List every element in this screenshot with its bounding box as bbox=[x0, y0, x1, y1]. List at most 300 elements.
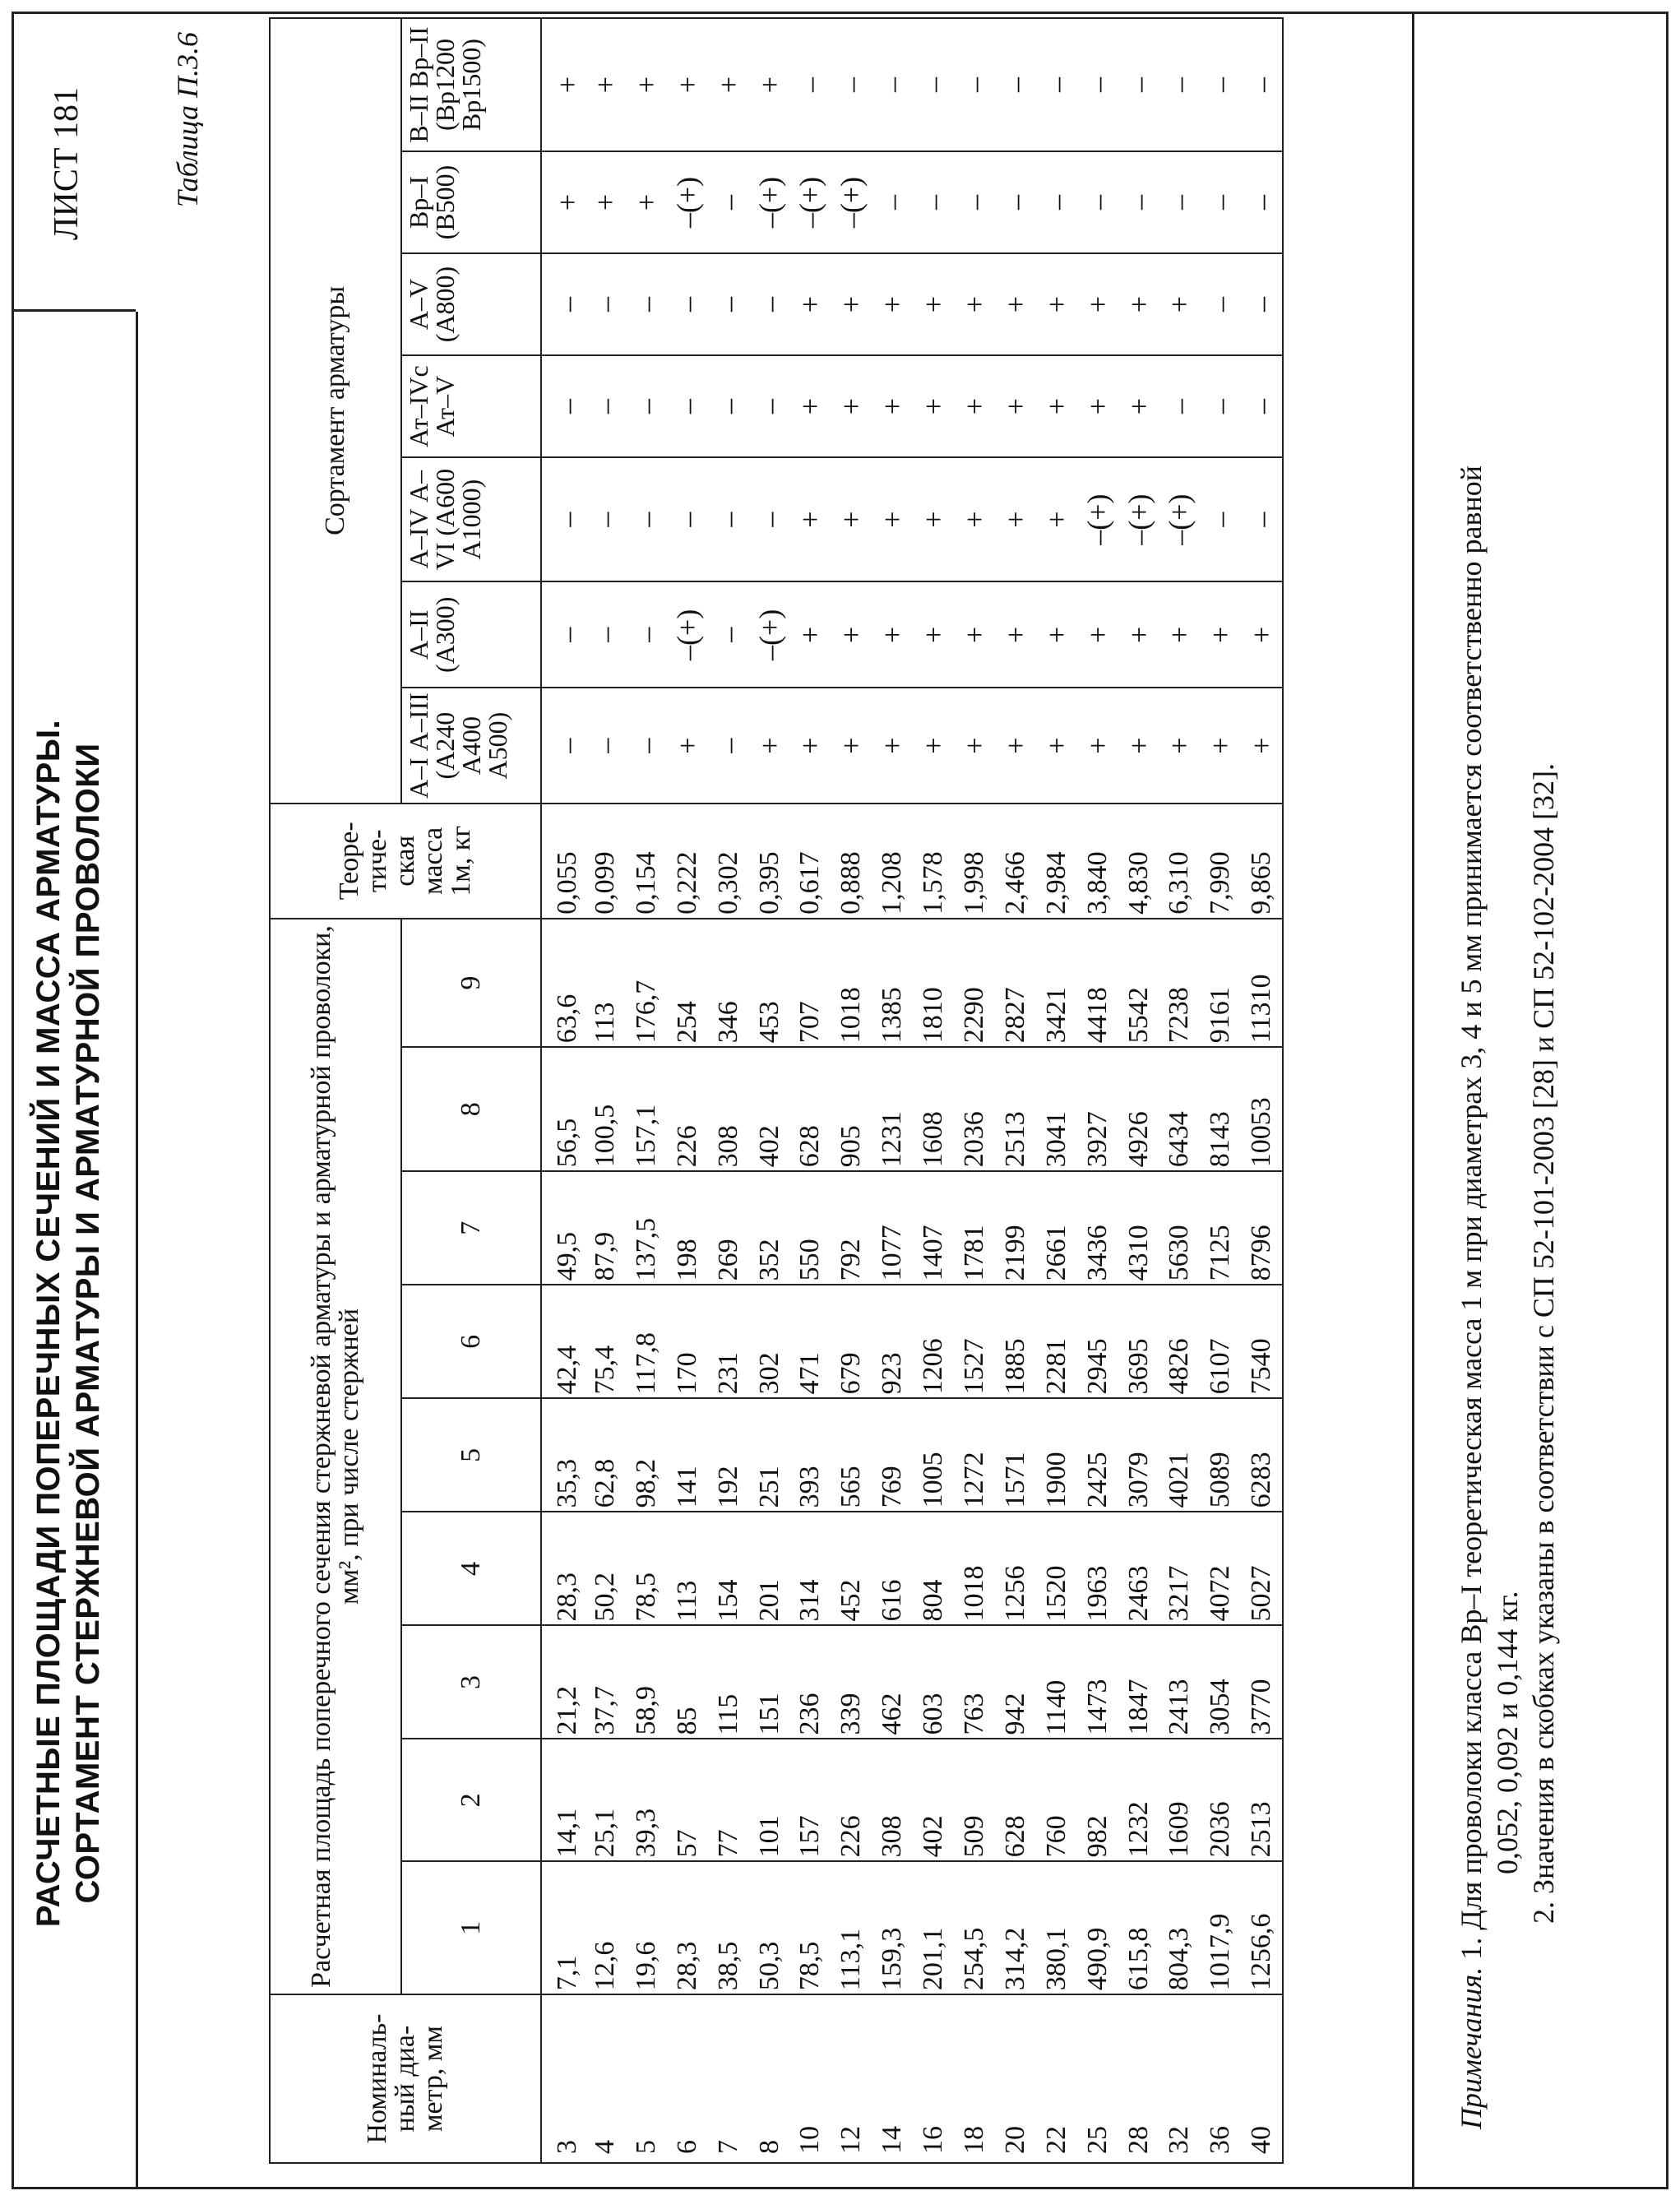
mass-cell: 2,984 bbox=[1036, 804, 1077, 919]
area-cell: 8143 bbox=[1200, 1047, 1241, 1171]
area-cell: 6107 bbox=[1200, 1285, 1241, 1398]
assortment-cell: – bbox=[1118, 151, 1159, 253]
assortment-cell: + bbox=[789, 355, 831, 457]
mass-cell: 0,395 bbox=[749, 804, 790, 919]
area-cell: 254 bbox=[667, 919, 708, 1047]
diameter-cell: 28 bbox=[1118, 1994, 1159, 2163]
assortment-cell: + bbox=[954, 581, 995, 688]
area-cell: 113 bbox=[667, 1512, 708, 1625]
area-cell: 141 bbox=[667, 1398, 708, 1512]
diameter-cell: 8 bbox=[749, 1994, 790, 2163]
table-row bbox=[1241, 18, 1283, 2163]
area-cell: 25,1 bbox=[585, 1739, 626, 1862]
area-cell: 804,3 bbox=[1159, 1861, 1200, 1994]
mass-cell: 1,578 bbox=[913, 804, 954, 919]
assortment-cell: – bbox=[626, 355, 667, 457]
assortment-cell: + bbox=[872, 355, 913, 457]
header-class-3: Ат–IVс Ат–V bbox=[401, 355, 541, 457]
area-cell: 100,5 bbox=[585, 1047, 626, 1171]
area-cell: 462 bbox=[872, 1625, 913, 1739]
diameter-cell: 14 bbox=[872, 1994, 913, 2163]
area-cell: 42,4 bbox=[541, 1285, 585, 1398]
area-cell: 21,2 bbox=[541, 1625, 585, 1739]
area-cell: 1847 bbox=[1118, 1625, 1159, 1739]
assortment-cell: + bbox=[1036, 355, 1077, 457]
assortment-cell: – bbox=[626, 581, 667, 688]
area-cell: 192 bbox=[708, 1398, 749, 1512]
table-row bbox=[749, 18, 790, 2163]
area-cell: 113,1 bbox=[831, 1861, 872, 1994]
assortment-cell: + bbox=[1200, 688, 1241, 804]
assortment-cell: –(+) bbox=[1118, 457, 1159, 581]
sheet-label-divider bbox=[14, 309, 136, 312]
area-cell: 1527 bbox=[954, 1285, 995, 1398]
table-row bbox=[667, 18, 708, 2163]
area-cell: 1018 bbox=[831, 919, 872, 1047]
assortment-cell: – bbox=[789, 18, 831, 151]
area-cell: 2413 bbox=[1159, 1625, 1200, 1739]
assortment-cell: + bbox=[831, 581, 872, 688]
assortment-cell: + bbox=[789, 581, 831, 688]
diameter-cell: 32 bbox=[1159, 1994, 1200, 2163]
area-cell: 763 bbox=[954, 1625, 995, 1739]
area-cell: 707 bbox=[789, 919, 831, 1047]
assortment-cell: – bbox=[1241, 151, 1283, 253]
area-cell: 1520 bbox=[1036, 1512, 1077, 1625]
assortment-cell: + bbox=[954, 355, 995, 457]
area-cell: 3695 bbox=[1118, 1285, 1159, 1398]
header-count-1: 1 bbox=[401, 1861, 541, 1994]
assortment-cell: –(+) bbox=[1159, 457, 1200, 581]
assortment-cell: + bbox=[954, 688, 995, 804]
area-cell: 50,2 bbox=[585, 1512, 626, 1625]
diameter-cell: 10 bbox=[789, 1994, 831, 2163]
assortment-cell: + bbox=[667, 18, 708, 151]
assortment-cell: – bbox=[913, 151, 954, 253]
mass-cell: 9,865 bbox=[1241, 804, 1283, 919]
mass-cell: 1,208 bbox=[872, 804, 913, 919]
area-cell: 269 bbox=[708, 1171, 749, 1285]
area-cell: 2290 bbox=[954, 919, 995, 1047]
assortment-cell: – bbox=[913, 18, 954, 151]
assortment-cell: + bbox=[872, 581, 913, 688]
area-cell: 628 bbox=[995, 1739, 1036, 1862]
assortment-cell: + bbox=[749, 18, 790, 151]
header-class-4: А–V (А800) bbox=[401, 253, 541, 355]
header-count-5: 5 bbox=[401, 1398, 541, 1512]
area-cell: 453 bbox=[749, 919, 790, 1047]
assortment-cell: + bbox=[626, 151, 667, 253]
area-cell: 308 bbox=[708, 1047, 749, 1171]
area-cell: 254,5 bbox=[954, 1861, 995, 1994]
assortment-cell: – bbox=[1036, 18, 1077, 151]
area-cell: 2827 bbox=[995, 919, 1036, 1047]
assortment-cell: – bbox=[626, 457, 667, 581]
diameter-cell: 36 bbox=[1200, 1994, 1241, 2163]
header-area-group: Расчетная площадь поперечного сечения стержневой арматуры и арматурной проволоки, мм², при числе стержней bbox=[270, 919, 401, 1994]
assortment-cell: – bbox=[749, 253, 790, 355]
area-cell: 7125 bbox=[1200, 1171, 1241, 1285]
assortment-cell: + bbox=[1077, 688, 1118, 804]
assortment-cell: + bbox=[1077, 253, 1118, 355]
assortment-cell: –(+) bbox=[667, 151, 708, 253]
diameter-cell: 22 bbox=[1036, 1994, 1077, 2163]
area-cell: 78,5 bbox=[626, 1512, 667, 1625]
area-cell: 49,5 bbox=[541, 1171, 585, 1285]
area-cell: 4826 bbox=[1159, 1285, 1200, 1398]
area-cell: 38,5 bbox=[708, 1861, 749, 1994]
table-row bbox=[913, 18, 954, 2163]
assortment-cell: – bbox=[1241, 355, 1283, 457]
assortment-cell: – bbox=[585, 581, 626, 688]
assortment-cell: – bbox=[667, 253, 708, 355]
assortment-cell: + bbox=[913, 688, 954, 804]
area-cell: 308 bbox=[872, 1739, 913, 1862]
area-cell: 1963 bbox=[1077, 1512, 1118, 1625]
assortment-cell: + bbox=[1036, 688, 1077, 804]
area-cell: 302 bbox=[749, 1285, 790, 1398]
area-cell: 4926 bbox=[1118, 1047, 1159, 1171]
area-cell: 6283 bbox=[1241, 1398, 1283, 1512]
area-cell: 1885 bbox=[995, 1285, 1036, 1398]
assortment-cell: – bbox=[1077, 18, 1118, 151]
area-cell: 5542 bbox=[1118, 919, 1159, 1047]
area-cell: 19,6 bbox=[626, 1861, 667, 1994]
area-cell: 56,5 bbox=[541, 1047, 585, 1171]
assortment-cell: + bbox=[541, 151, 585, 253]
area-cell: 11310 bbox=[1241, 919, 1283, 1047]
assortment-cell: + bbox=[872, 457, 913, 581]
area-cell: 942 bbox=[995, 1625, 1036, 1739]
notes-divider bbox=[1412, 14, 1414, 2187]
assortment-cell: – bbox=[541, 688, 585, 804]
note-1: 1. Для проволоки класса Вр–I теоретическая масса 1 м при диаметрах 3, 4 и 5 мм принимается соответственно равной bbox=[1455, 465, 1488, 1967]
rotated-page bbox=[14, 14, 1666, 2187]
assortment-cell: – bbox=[708, 355, 749, 457]
area-cell: 4310 bbox=[1118, 1171, 1159, 1285]
assortment-cell: – bbox=[749, 355, 790, 457]
area-cell: 1017,9 bbox=[1200, 1861, 1241, 1994]
assortment-cell: – bbox=[626, 688, 667, 804]
assortment-cell: – bbox=[541, 581, 585, 688]
diameter-cell: 16 bbox=[913, 1994, 954, 2163]
area-cell: 1272 bbox=[954, 1398, 995, 1512]
mass-cell: 7,990 bbox=[1200, 804, 1241, 919]
assortment-cell: – bbox=[995, 18, 1036, 151]
area-cell: 1077 bbox=[872, 1171, 913, 1285]
assortment-cell: + bbox=[1036, 581, 1077, 688]
table-body bbox=[541, 18, 1283, 2163]
area-cell: 226 bbox=[831, 1739, 872, 1862]
assortment-cell: + bbox=[789, 688, 831, 804]
mass-cell: 2,466 bbox=[995, 804, 1036, 919]
area-cell: 4072 bbox=[1200, 1512, 1241, 1625]
area-cell: 176,7 bbox=[626, 919, 667, 1047]
assortment-cell: + bbox=[913, 457, 954, 581]
assortment-cell: + bbox=[995, 581, 1036, 688]
area-cell: 98,2 bbox=[626, 1398, 667, 1512]
assortment-cell: –(+) bbox=[789, 151, 831, 253]
area-cell: 1407 bbox=[913, 1171, 954, 1285]
assortment-cell: + bbox=[1118, 581, 1159, 688]
assortment-cell: –(+) bbox=[1077, 457, 1118, 581]
area-cell: 7238 bbox=[1159, 919, 1200, 1047]
table-row bbox=[995, 18, 1036, 2163]
header-count-7: 7 bbox=[401, 1171, 541, 1285]
area-cell: 3079 bbox=[1118, 1398, 1159, 1512]
assortment-cell: – bbox=[1159, 355, 1200, 457]
area-cell: 679 bbox=[831, 1285, 872, 1398]
area-cell: 3421 bbox=[1036, 919, 1077, 1047]
assortment-cell: + bbox=[1241, 688, 1283, 804]
assortment-cell: – bbox=[585, 253, 626, 355]
table-row bbox=[831, 18, 872, 2163]
header-class-2: А–IV А–VI (А600 А1000) bbox=[401, 457, 541, 581]
header-class-1: А–II (А300) bbox=[401, 581, 541, 688]
assortment-cell: + bbox=[708, 18, 749, 151]
assortment-cell: + bbox=[1159, 688, 1200, 804]
area-cell: 63,6 bbox=[541, 919, 585, 1047]
area-cell: 85 bbox=[667, 1625, 708, 1739]
assortment-cell: – bbox=[1036, 151, 1077, 253]
table-row bbox=[954, 18, 995, 2163]
assortment-cell: – bbox=[1200, 151, 1241, 253]
title-divider bbox=[136, 312, 138, 2187]
area-cell: 1900 bbox=[1036, 1398, 1077, 1512]
assortment-cell: + bbox=[1118, 355, 1159, 457]
assortment-cell: – bbox=[585, 355, 626, 457]
area-cell: 616 bbox=[872, 1512, 913, 1625]
assortment-cell: – bbox=[708, 581, 749, 688]
area-cell: 154 bbox=[708, 1512, 749, 1625]
area-cell: 2513 bbox=[1241, 1739, 1283, 1862]
note-2: 2. Значения в скобках указаны в соответствии с СП 52-101-2003 [28] и СП 52-102-2004 [32]. bbox=[1527, 762, 1560, 1924]
reinforcement-table bbox=[269, 17, 1284, 2164]
table-row bbox=[708, 18, 749, 2163]
area-cell: 769 bbox=[872, 1398, 913, 1512]
assortment-cell: + bbox=[667, 688, 708, 804]
assortment-cell: + bbox=[913, 253, 954, 355]
area-cell: 77 bbox=[708, 1739, 749, 1862]
area-cell: 5630 bbox=[1159, 1171, 1200, 1285]
assortment-cell: + bbox=[831, 688, 872, 804]
area-cell: 4021 bbox=[1159, 1398, 1200, 1512]
area-cell: 157 bbox=[789, 1739, 831, 1862]
assortment-cell: – bbox=[1241, 18, 1283, 151]
assortment-cell: –(+) bbox=[749, 151, 790, 253]
header-diameter: Номиналь-ный диа-метр, мм bbox=[270, 1994, 541, 2163]
assortment-cell: – bbox=[1200, 18, 1241, 151]
area-cell: 1005 bbox=[913, 1398, 954, 1512]
area-cell: 117,8 bbox=[626, 1285, 667, 1398]
mass-cell: 0,099 bbox=[585, 804, 626, 919]
diameter-cell: 3 bbox=[541, 1994, 585, 2163]
area-cell: 226 bbox=[667, 1047, 708, 1171]
area-cell: 57 bbox=[667, 1739, 708, 1862]
area-cell: 159,3 bbox=[872, 1861, 913, 1994]
mass-cell: 0,055 bbox=[541, 804, 585, 919]
area-cell: 87,9 bbox=[585, 1171, 626, 1285]
header-class-0: А–I А–III (А240 А400 А500) bbox=[401, 688, 541, 804]
area-cell: 380,1 bbox=[1036, 1861, 1077, 1994]
assortment-cell: – bbox=[831, 18, 872, 151]
area-cell: 28,3 bbox=[541, 1512, 585, 1625]
area-cell: 3927 bbox=[1077, 1047, 1118, 1171]
header-class-6: В–II Вр–II (Вр1200 Вр1500) bbox=[401, 18, 541, 151]
area-cell: 792 bbox=[831, 1171, 872, 1285]
area-cell: 1256 bbox=[995, 1512, 1036, 1625]
assortment-cell: + bbox=[1036, 253, 1077, 355]
title-line-1: РАСЧЕТНЫЕ ПЛОЩАДИ ПОПЕРЕЧНЫХ СЕЧЕНИЙ И МАССА АРМАТУРЫ. bbox=[30, 719, 67, 1928]
assortment-cell: + bbox=[872, 688, 913, 804]
assortment-cell: –(+) bbox=[749, 581, 790, 688]
area-cell: 1810 bbox=[913, 919, 954, 1047]
assortment-cell: – bbox=[954, 151, 995, 253]
area-cell: 1256,6 bbox=[1241, 1861, 1283, 1994]
assortment-cell: – bbox=[1159, 151, 1200, 253]
area-cell: 37,7 bbox=[585, 1625, 626, 1739]
assortment-cell: – bbox=[1200, 253, 1241, 355]
assortment-cell: + bbox=[541, 18, 585, 151]
area-cell: 346 bbox=[708, 919, 749, 1047]
area-cell: 251 bbox=[749, 1398, 790, 1512]
area-cell: 198 bbox=[667, 1171, 708, 1285]
area-cell: 3217 bbox=[1159, 1512, 1200, 1625]
area-cell: 339 bbox=[831, 1625, 872, 1739]
assortment-cell: + bbox=[626, 18, 667, 151]
area-cell: 314,2 bbox=[995, 1861, 1036, 1994]
area-cell: 402 bbox=[913, 1739, 954, 1862]
area-cell: 565 bbox=[831, 1398, 872, 1512]
area-cell: 2199 bbox=[995, 1171, 1036, 1285]
assortment-cell: + bbox=[1241, 581, 1283, 688]
table-row bbox=[1036, 18, 1077, 2163]
area-cell: 352 bbox=[749, 1171, 790, 1285]
area-cell: 1473 bbox=[1077, 1625, 1118, 1739]
assortment-cell: –(+) bbox=[667, 581, 708, 688]
table-row bbox=[872, 18, 913, 2163]
assortment-cell: – bbox=[585, 688, 626, 804]
assortment-cell: + bbox=[831, 355, 872, 457]
mass-cell: 1,998 bbox=[954, 804, 995, 919]
table-row bbox=[1159, 18, 1200, 2163]
assortment-cell: – bbox=[1200, 457, 1241, 581]
assortment-cell: + bbox=[831, 457, 872, 581]
area-cell: 14,1 bbox=[541, 1739, 585, 1862]
area-cell: 12,6 bbox=[585, 1861, 626, 1994]
area-cell: 50,3 bbox=[749, 1861, 790, 1994]
area-cell: 2513 bbox=[995, 1047, 1036, 1171]
diameter-cell: 6 bbox=[667, 1994, 708, 2163]
area-cell: 2036 bbox=[1200, 1739, 1241, 1862]
assortment-cell: – bbox=[541, 355, 585, 457]
table-row bbox=[1077, 18, 1118, 2163]
assortment-cell: – bbox=[708, 688, 749, 804]
area-cell: 2463 bbox=[1118, 1512, 1159, 1625]
assortment-cell: + bbox=[789, 457, 831, 581]
area-cell: 115 bbox=[708, 1625, 749, 1739]
area-cell: 2661 bbox=[1036, 1171, 1077, 1285]
area-cell: 39,3 bbox=[626, 1739, 667, 1862]
area-cell: 1018 bbox=[954, 1512, 995, 1625]
table-row bbox=[1118, 18, 1159, 2163]
area-cell: 113 bbox=[585, 919, 626, 1047]
area-cell: 1571 bbox=[995, 1398, 1036, 1512]
area-cell: 7,1 bbox=[541, 1861, 585, 1994]
header-mass: Теоре-тиче-ская масса 1м, кг bbox=[270, 804, 541, 919]
area-cell: 201,1 bbox=[913, 1861, 954, 1994]
assortment-cell: + bbox=[1200, 581, 1241, 688]
area-cell: 3041 bbox=[1036, 1047, 1077, 1171]
assortment-cell: – bbox=[541, 253, 585, 355]
area-cell: 1609 bbox=[1159, 1739, 1200, 1862]
area-cell: 923 bbox=[872, 1285, 913, 1398]
header-count-8: 8 bbox=[401, 1047, 541, 1171]
diameter-cell: 12 bbox=[831, 1994, 872, 2163]
area-cell: 62,8 bbox=[585, 1398, 626, 1512]
diameter-cell: 20 bbox=[995, 1994, 1036, 2163]
assortment-cell: + bbox=[1118, 688, 1159, 804]
area-cell: 760 bbox=[1036, 1739, 1077, 1862]
assortment-cell: – bbox=[667, 457, 708, 581]
assortment-cell: + bbox=[995, 253, 1036, 355]
assortment-cell: + bbox=[831, 253, 872, 355]
mass-cell: 0,154 bbox=[626, 804, 667, 919]
assortment-cell: + bbox=[1077, 355, 1118, 457]
mass-cell: 0,222 bbox=[667, 804, 708, 919]
mass-cell: 0,888 bbox=[831, 804, 872, 919]
assortment-cell: + bbox=[585, 18, 626, 151]
mass-cell: 0,617 bbox=[789, 804, 831, 919]
assortment-cell: – bbox=[667, 355, 708, 457]
mass-cell: 0,302 bbox=[708, 804, 749, 919]
diameter-cell: 5 bbox=[626, 1994, 667, 2163]
assortment-cell: – bbox=[585, 457, 626, 581]
area-cell: 1206 bbox=[913, 1285, 954, 1398]
area-cell: 615,8 bbox=[1118, 1861, 1159, 1994]
area-cell: 490,9 bbox=[1077, 1861, 1118, 1994]
header-count-6: 6 bbox=[401, 1285, 541, 1398]
area-cell: 1232 bbox=[1118, 1739, 1159, 1862]
assortment-cell: – bbox=[872, 18, 913, 151]
assortment-cell: + bbox=[749, 688, 790, 804]
assortment-cell: + bbox=[1077, 581, 1118, 688]
header-count-9: 9 bbox=[401, 919, 541, 1047]
area-cell: 75,4 bbox=[585, 1285, 626, 1398]
document-sheet bbox=[12, 12, 1668, 2189]
assortment-cell: + bbox=[995, 688, 1036, 804]
assortment-cell: – bbox=[1241, 457, 1283, 581]
table-row bbox=[789, 18, 831, 2163]
assortment-cell: – bbox=[708, 457, 749, 581]
area-cell: 5089 bbox=[1200, 1398, 1241, 1512]
mass-cell: 3,840 bbox=[1077, 804, 1118, 919]
area-cell: 550 bbox=[789, 1171, 831, 1285]
sheet-label: ЛИСТ 181 bbox=[48, 87, 86, 240]
area-cell: 628 bbox=[789, 1047, 831, 1171]
assortment-cell: – bbox=[872, 151, 913, 253]
header-class-5: Вр–I (В500) bbox=[401, 151, 541, 253]
assortment-cell: – bbox=[749, 457, 790, 581]
assortment-cell: + bbox=[995, 457, 1036, 581]
notes-label: Примечания. bbox=[1455, 1966, 1488, 2129]
area-cell: 804 bbox=[913, 1512, 954, 1625]
assortment-cell: – bbox=[1118, 18, 1159, 151]
assortment-cell: – bbox=[1241, 253, 1283, 355]
assortment-cell: + bbox=[1159, 253, 1200, 355]
area-cell: 393 bbox=[789, 1398, 831, 1512]
area-cell: 2425 bbox=[1077, 1398, 1118, 1512]
